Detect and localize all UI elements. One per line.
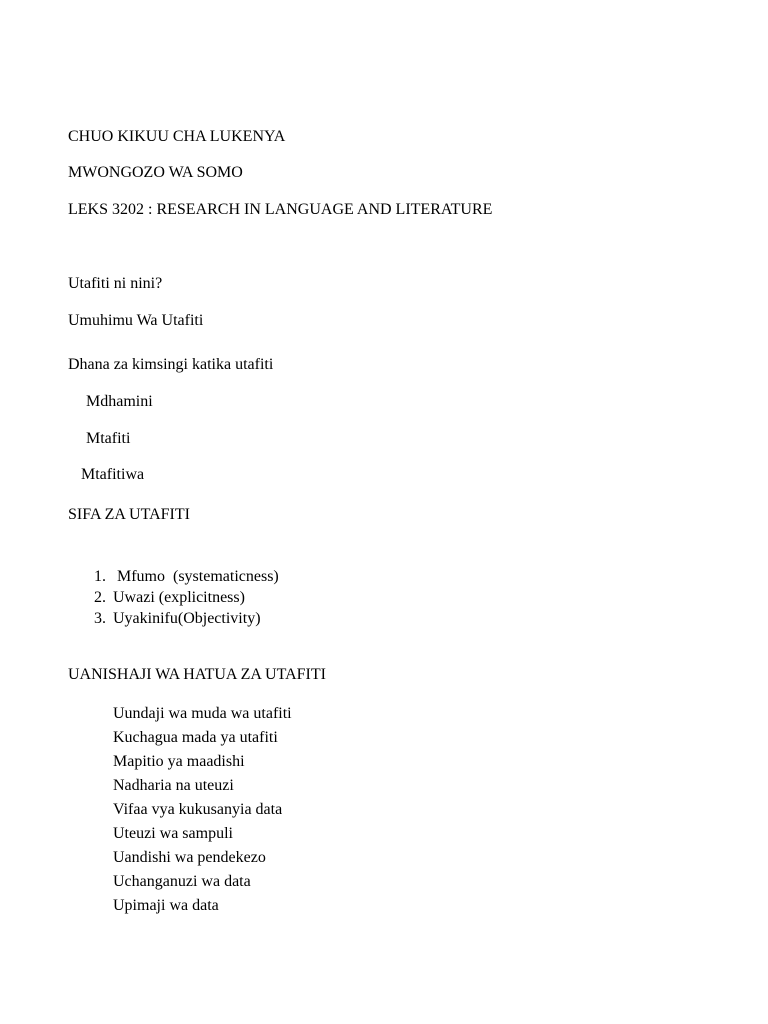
- list-number: 3.: [94, 610, 106, 627]
- step-item: Nadharia na uteuzi: [113, 777, 234, 794]
- list-text: Mfumo (systematicness): [113, 568, 279, 585]
- list-text: Uyakinifu(Objectivity): [113, 610, 261, 627]
- step-item: Vifaa vya kukusanyia data: [113, 801, 283, 818]
- step-item: Uundaji wa muda wa utafiti: [113, 705, 292, 722]
- step-item: Kuchagua mada ya utafiti: [113, 729, 278, 746]
- step-item: Upimaji wa data: [113, 897, 219, 914]
- concept-item: Mtafiti: [86, 430, 131, 447]
- list-text: Uwazi (explicitness): [113, 589, 245, 606]
- institution-title: CHUO KIKUU CHA LUKENYA: [68, 128, 286, 145]
- question-heading: Utafiti ni nini?: [68, 275, 163, 292]
- step-item: Uandishi wa pendekezo: [113, 849, 266, 866]
- qualities-heading: SIFA ZA UTAFITI: [68, 506, 190, 523]
- step-item: Uteuzi wa sampuli: [113, 825, 233, 842]
- concept-item: Mtafitiwa: [81, 466, 145, 483]
- list-number: 2.: [94, 589, 106, 606]
- importance-heading: Umuhimu Wa Utafiti: [68, 312, 204, 329]
- quality-list-item: [68, 589, 261, 649]
- document-type: MWONGOZO WA SOMO: [68, 164, 243, 181]
- step-item: Mapitio ya maadishi: [113, 753, 245, 770]
- course-title: LEKS 3202 : RESEARCH IN LANGUAGE AND LITERATURE: [68, 201, 493, 218]
- list-number: 1.: [94, 568, 106, 585]
- concepts-heading: Dhana za kimsingi katika utafiti: [68, 356, 274, 373]
- steps-heading: UANISHAJI WA HATUA ZA UTAFITI: [68, 666, 326, 683]
- concept-item: Mdhamini: [86, 393, 153, 410]
- step-item: Uchanganuzi wa data: [113, 873, 251, 890]
